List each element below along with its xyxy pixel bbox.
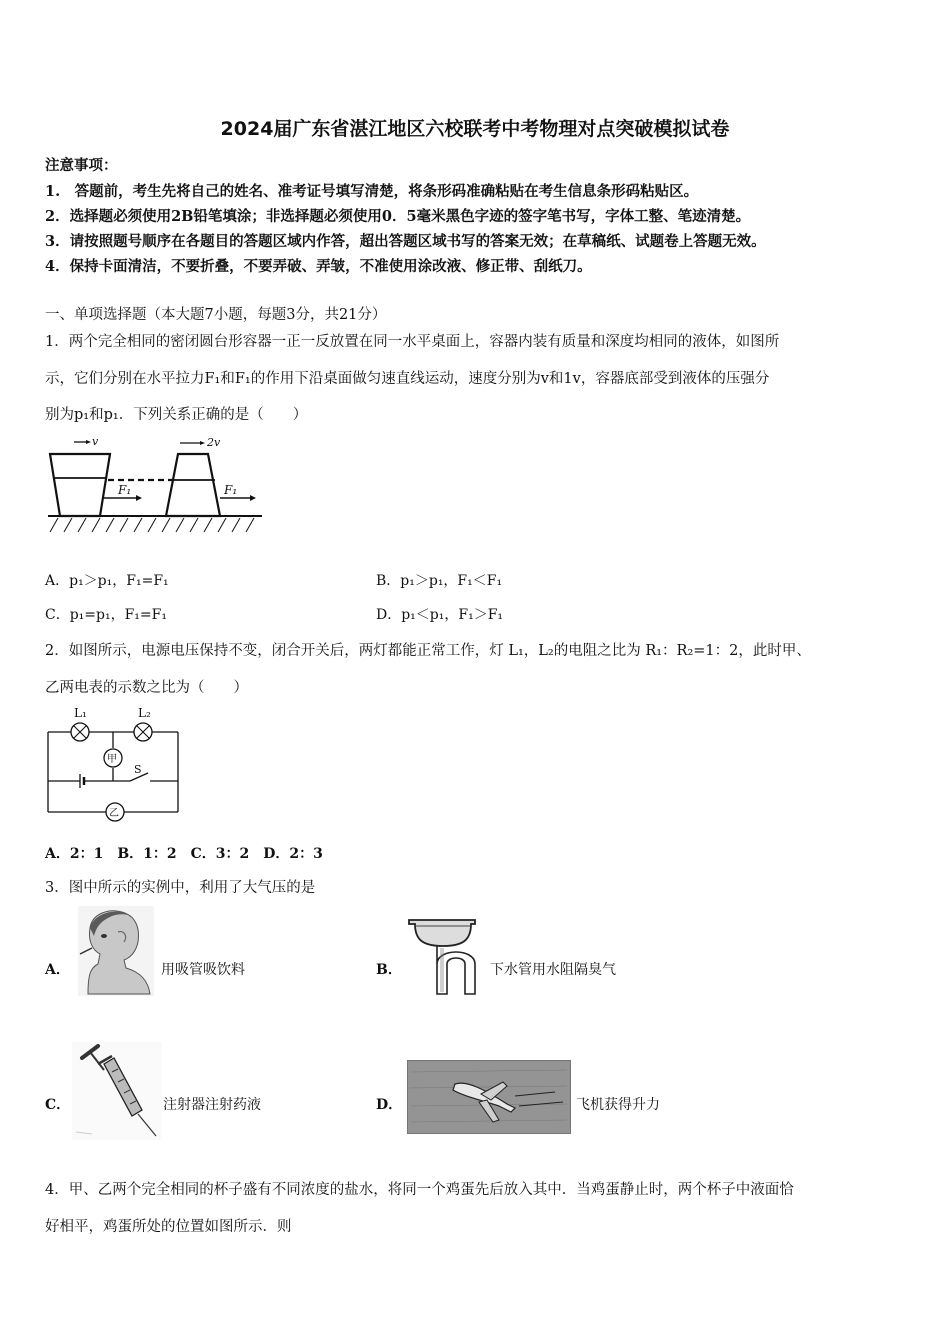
q4-line-2: 好相平，鸡蛋所处的位置如图所示．则	[45, 1219, 292, 1235]
q2-fig-switch-label: S	[134, 763, 142, 776]
airplane-photo-image	[407, 1060, 571, 1134]
q2-options: A．2：1 B．1：2 C．3：2 D．2：3	[45, 846, 323, 862]
notice-heading: 注意事项：	[45, 157, 118, 174]
q1-option-d: D．p₁＜p₁，F₁＞F₁	[376, 607, 504, 623]
q2-fig-l2-label: L₂	[138, 706, 151, 720]
notice-item-2: 2．选择题必须使用2B铅笔填涂；非选择题必须使用0．5毫米黑色字迹的签字笔书写，字体工整、笔迹清楚。	[45, 208, 751, 225]
q1-option-c: C．p₁=p₁，F₁=F₁	[45, 607, 167, 623]
notice-item-1: 1. 答题前，考生先将自己的姓名、准考证号填写清楚，将条形码准确粘贴在考生信息条形码粘贴区。	[45, 183, 699, 200]
q3-option-a-text: 用吸管吸饮料	[161, 962, 245, 978]
q3-option-c-text: 注射器注射药液	[163, 1097, 261, 1113]
q2-line-2: 乙两电表的示数之比为（ ）	[45, 680, 248, 696]
q1-option-b: B．p₁＞p₁，F₁＜F₁	[376, 573, 503, 589]
section-heading: 一、单项选择题（本大题7小题，每题3分，共21分）	[45, 307, 387, 323]
q3-option-a-label: A．	[45, 962, 70, 978]
q3-option-b-label: B．	[376, 962, 402, 978]
q2-fig-l1-label: L₁	[74, 706, 87, 720]
q1-line-2: 示，它们分别在水平拉力F₁和F₁的作用下沿桌面做匀速直线运动，速度分别为v和1v，容器底部受到液体的压强分	[45, 371, 770, 387]
q3-option-b-text: 下水管用水阻隔臭气	[490, 962, 616, 978]
q3-option-c-label: C．	[45, 1097, 71, 1113]
q1-line-3: 别为p₁和p₁．下列关系正确的是（ ）	[45, 407, 308, 423]
q1-fig-f2-label: F₁	[224, 483, 238, 497]
page-title: 2024届广东省湛江地区六校联考中考物理对点突破模拟试卷	[220, 118, 730, 140]
q1-fig-v1-label: v	[92, 435, 99, 448]
q1-fig-v2-label: 2v	[207, 436, 221, 449]
q2-line-1: 2．如图所示，电源电压保持不变，闭合开关后，两灯都能正常工作，灯 L₁，L₂的电阻之比为 R₁：R₂=1：2，此时甲、	[45, 643, 811, 659]
q1-fig-f1-label: F₁	[118, 483, 132, 497]
q1-line-1: 1．两个完全相同的密闭圆台形容器一正一反放置在同一水平桌面上，容器内装有质量和深度均相同的液体，如图所	[45, 334, 780, 350]
sink-drain-trap-image	[405, 914, 485, 1000]
q1-option-a: A．p₁＞p₁，F₁=F₁	[45, 573, 169, 589]
q3-option-d-text: 飞机获得升力	[576, 1097, 660, 1113]
notice-item-4: 4．保持卡面清洁，不要折叠，不要弄破、弄皱，不准使用涂改液、修正带、刮纸刀。	[45, 258, 592, 275]
q2-fig-meter-b: 乙	[109, 808, 119, 819]
q1-figure	[44, 432, 266, 534]
q2-fig-meter-a: 甲	[107, 754, 117, 765]
q3-line-1: 3．图中所示的实例中，利用了大气压的是	[45, 880, 316, 896]
person-drinking-straw-image	[78, 906, 154, 996]
q3-option-d-label: D．	[376, 1097, 403, 1113]
notice-item-3: 3．请按照题号顺序在各题目的答题区域内作答，超出答题区域书写的答案无效；在草稿纸、试题卷上答题无效。	[45, 233, 766, 250]
q4-line-1: 4．甲、乙两个完全相同的杯子盛有不同浓度的盐水，将同一个鸡蛋先后放入其中．当鸡蛋静止时，两个杯子中液面恰	[45, 1182, 794, 1198]
q2-circuit-figure	[40, 702, 184, 826]
syringe-image	[72, 1042, 162, 1140]
